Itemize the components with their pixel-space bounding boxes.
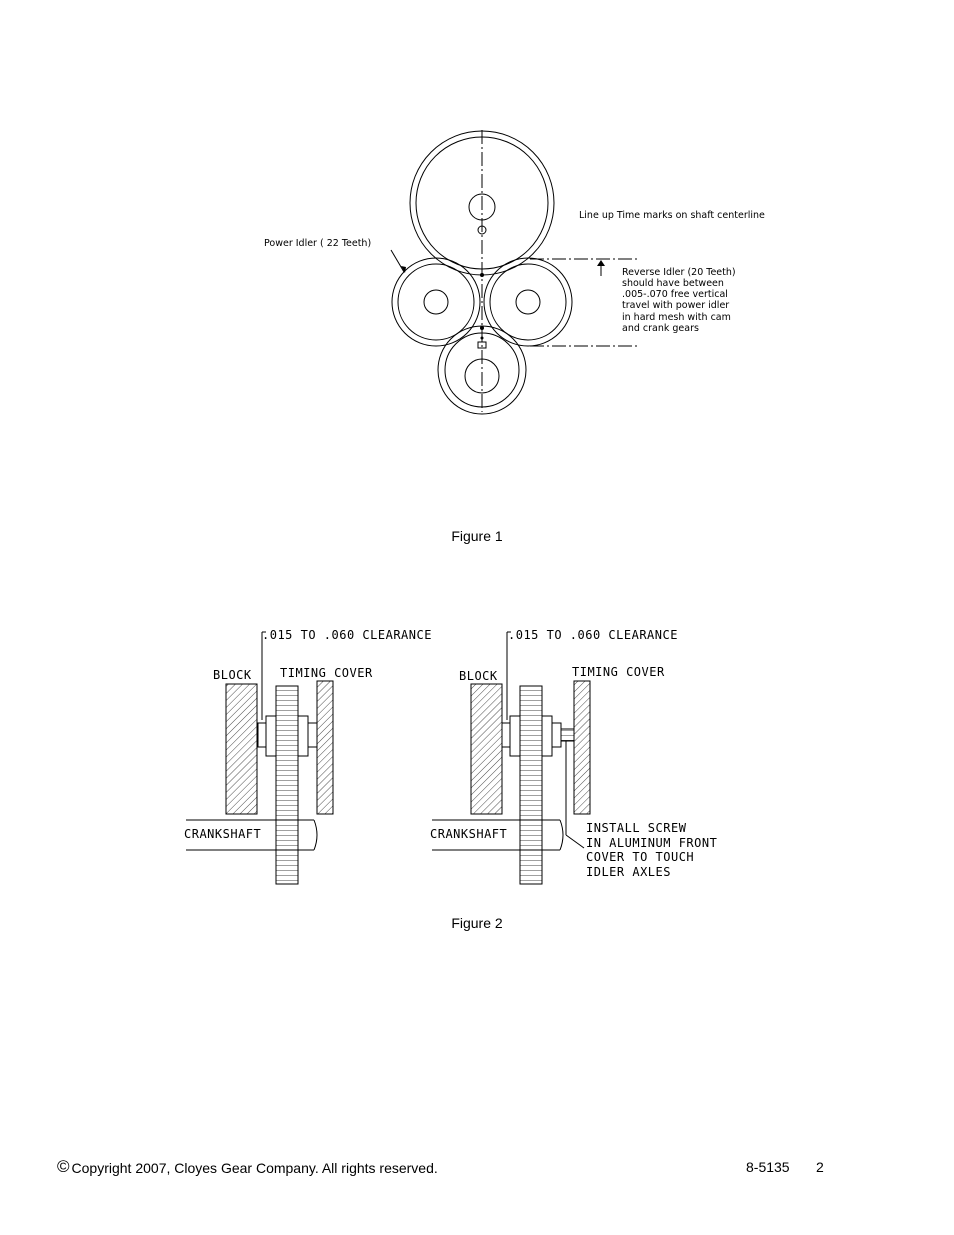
install-note-line-1: INSTALL SCREW	[586, 821, 687, 835]
document-number: 8-5135	[746, 1159, 790, 1175]
figure-2-diagram	[0, 600, 954, 900]
copyright-text: Copyright 2007, Cloyes Gear Company. All rights reserved.	[71, 1160, 438, 1176]
copyright-footer	[57, 1158, 438, 1178]
right-gear	[520, 686, 542, 884]
left-timing-cover	[317, 681, 333, 814]
install-screw	[561, 729, 574, 741]
reverse-idler-line-3: .005-.070 free vertical	[622, 289, 728, 300]
left-block	[226, 684, 257, 814]
line-up-label: Line up Time marks on shaft centerline	[579, 210, 765, 221]
figure-1-diagram	[0, 0, 954, 560]
left-clearance-label: .015 TO .060 CLEARANCE	[262, 628, 432, 642]
install-note-line-3: COVER TO TOUCH	[586, 850, 695, 864]
travel-arrowhead	[597, 260, 605, 266]
reverse-idler-line-4: travel with power idler	[622, 300, 730, 311]
figure-2-caption: Figure 2	[451, 915, 503, 931]
right-crankshaft-label: CRANKSHAFT	[430, 827, 508, 841]
left-block-label: BLOCK	[213, 668, 252, 682]
page-number: 2	[816, 1159, 824, 1175]
install-note-line-4: IDLER AXLES	[586, 865, 671, 879]
right-timing-cover	[574, 681, 590, 814]
reverse-idler-line-2: should have between	[622, 278, 724, 289]
right-timing-cover-label: TIMING COVER	[572, 665, 665, 679]
reverse-idler-gear	[484, 258, 572, 346]
reverse-idler-line-5: in hard mesh with cam	[622, 312, 731, 323]
left-crankshaft-label: CRANKSHAFT	[184, 827, 262, 841]
right-block	[471, 684, 502, 814]
reverse-idler-line-1: Reverse Idler (20 Teeth)	[622, 267, 736, 278]
left-gear	[276, 686, 298, 884]
power-idler-label: Power Idler ( 22 Teeth)	[264, 238, 372, 249]
right-section-view	[432, 632, 590, 884]
install-note-line-2: IN ALUMINUM FRONT	[586, 836, 718, 850]
reverse-idler-line-6: and crank gears	[622, 323, 699, 334]
left-timing-cover-label: TIMING COVER	[280, 666, 373, 680]
power-idler-leader	[391, 250, 404, 272]
figure-1-caption: Figure 1	[451, 528, 503, 544]
right-clearance-label: .015 TO .060 CLEARANCE	[508, 628, 678, 642]
copyright-symbol: ©	[57, 1157, 70, 1176]
right-block-label: BLOCK	[459, 669, 498, 683]
